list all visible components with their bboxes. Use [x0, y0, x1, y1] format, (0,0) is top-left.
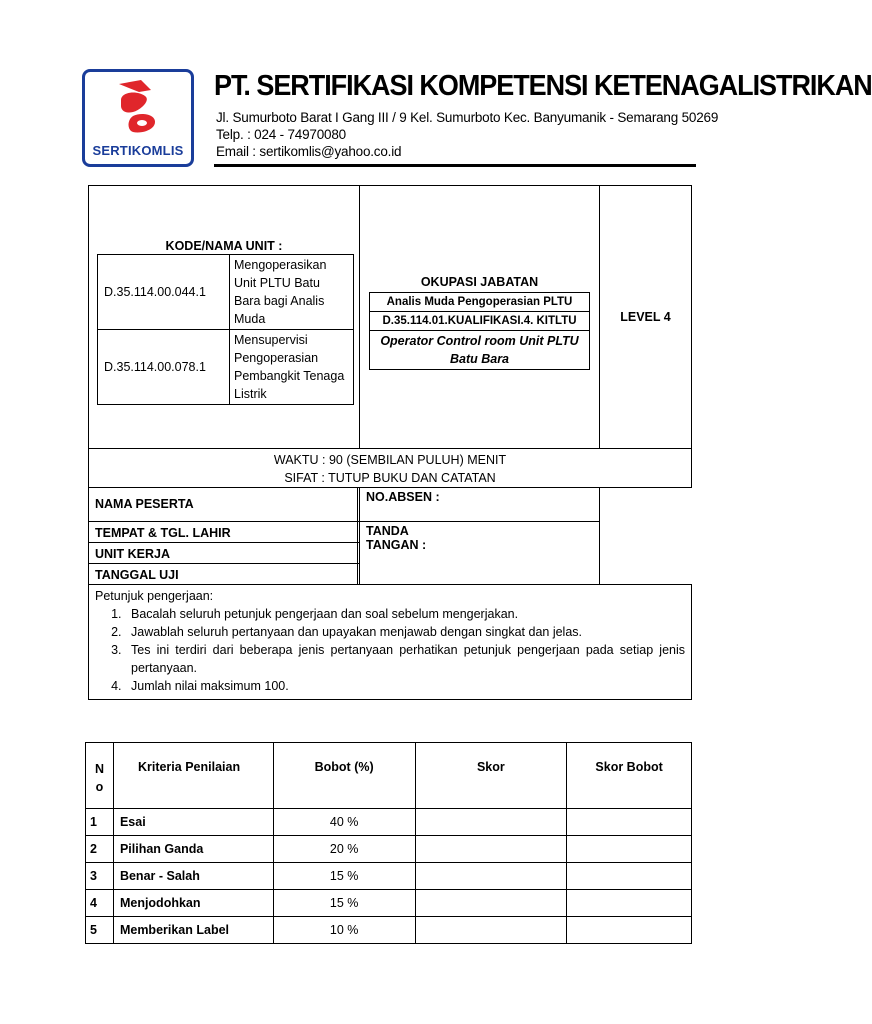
row-no: 3 — [86, 863, 114, 890]
row-bobot: 15 % — [273, 890, 415, 917]
score-table-header — [86, 743, 692, 809]
row-skor-bobot-field[interactable] — [567, 863, 692, 890]
okupasi-operator: Operator Control room Unit PLTU Batu Bara — [370, 331, 590, 370]
tempat-tgl-lahir-label: TEMPAT & TGL. LAHIR — [89, 522, 358, 543]
company-phone: Telp. : 024 - 74970080 — [216, 127, 346, 142]
header-divider — [214, 164, 696, 167]
petunjuk-item: 1. Bacalah seluruh petunjuk pengerjaan dan soal sebelum mengerjakan. — [125, 605, 685, 623]
tanggal-uji-label: TANGGAL UJI — [89, 564, 358, 585]
okupasi-line1: Analis Muda Pengoperasian PLTU — [370, 293, 590, 312]
unit-kerja-field[interactable] — [358, 543, 360, 564]
okupasi-table — [369, 292, 590, 370]
table-row — [86, 809, 692, 836]
header-no-text: No — [94, 762, 104, 794]
petunjuk-item: 4. Jumlah nilai maksimum 100. — [125, 677, 685, 695]
sertikomlis-emblem-icon — [111, 80, 167, 144]
unit-name: Mensupervisi Pengoperasian Pembangkit Tenaga Listrik — [230, 330, 354, 405]
row-kriteria: Benar - Salah — [113, 863, 273, 890]
header-bobot: Bobot (%) — [273, 743, 415, 809]
nama-peserta-label: NAMA PESERTA — [89, 488, 358, 522]
table-row — [86, 863, 692, 890]
okupasi-cell — [360, 186, 600, 449]
unit-row — [98, 330, 354, 405]
row-bobot: 15 % — [273, 863, 415, 890]
row-skor-field[interactable] — [415, 836, 567, 863]
level-cell: LEVEL 4 — [600, 186, 692, 449]
row-kriteria: Menjodohkan — [113, 890, 273, 917]
row-bobot: 10 % — [273, 917, 415, 944]
row-kriteria: Memberikan Label — [113, 917, 273, 944]
company-email: Email : sertikomlis@yahoo.co.id — [216, 144, 402, 159]
company-logo — [82, 69, 194, 167]
table-row — [86, 917, 692, 944]
header-skor: Skor — [415, 743, 567, 809]
row-no: 5 — [86, 917, 114, 944]
row-skor-field[interactable] — [415, 863, 567, 890]
company-name: PT. SERTIFIKASI KOMPETENSI KETENAGALISTRIKAN — [214, 70, 872, 102]
waktu-sifat-cell — [89, 449, 692, 488]
header-no — [86, 743, 114, 809]
petunjuk-item: 2. Jawablah seluruh pertanyaan dan upayakan menjawab dengan singkat dan jelas. — [125, 623, 685, 641]
header-skor-bobot: Skor Bobot — [567, 743, 692, 809]
petunjuk-list — [125, 605, 685, 695]
waktu-text: WAKTU : 90 (SEMBILAN PULUH) MENIT — [273, 453, 507, 467]
okupasi-title: OKUPASI JABATAN — [420, 275, 539, 289]
unit-kerja-label: UNIT KERJA — [89, 543, 358, 564]
row-no: 4 — [86, 890, 114, 917]
row-skor-field[interactable] — [415, 809, 567, 836]
unit-code: D.35.114.00.078.1 — [98, 330, 230, 405]
row-bobot: 20 % — [273, 836, 415, 863]
row-bobot: 40 % — [273, 809, 415, 836]
row-skor-bobot-field[interactable] — [567, 809, 692, 836]
petunjuk-cell — [89, 585, 692, 700]
company-address: Jl. Sumurboto Barat I Gang III / 9 Kel. Sumurboto Kec. Banyumanik - Semarang 50269 — [216, 110, 719, 125]
row-kriteria: Esai — [113, 809, 273, 836]
kode-unit-cell — [89, 186, 360, 449]
row-skor-field[interactable] — [415, 917, 567, 944]
row-skor-bobot-field[interactable] — [567, 890, 692, 917]
row-kriteria: Pilihan Ganda — [113, 836, 273, 863]
okupasi-line2: D.35.114.01.KUALIFIKASI.4. KITLTU — [370, 312, 590, 331]
petunjuk-title: Petunjuk pengerjaan: — [95, 589, 214, 603]
row-no: 1 — [86, 809, 114, 836]
tanggal-uji-field[interactable] — [358, 564, 360, 585]
exam-info-table — [88, 185, 692, 700]
tanda-tangan-text: TANDA TANGAN : — [366, 524, 427, 552]
table-row — [86, 836, 692, 863]
unit-code: D.35.114.00.044.1 — [98, 255, 230, 330]
no-absen-label: NO.ABSEN : — [360, 488, 600, 522]
row-skor-bobot-field[interactable] — [567, 836, 692, 863]
logo-text: SERTIKOMLIS — [92, 143, 184, 158]
row-no: 2 — [86, 836, 114, 863]
header-kriteria: Kriteria Penilaian — [113, 743, 273, 809]
table-row — [86, 890, 692, 917]
unit-name: Mengoperasikan Unit PLTU Batu Bara bagi Analis Muda — [230, 255, 354, 330]
petunjuk-item: 3. Tes ini terdiri dari beberapa jenis pertanyaan perhatikan petunjuk pengerjaan pada setiap jenis pertanyaan. — [125, 641, 685, 677]
tanda-tangan-label — [360, 522, 600, 585]
unit-list-table — [97, 254, 354, 405]
row-skor-field[interactable] — [415, 890, 567, 917]
score-table — [85, 742, 692, 944]
kode-unit-title: KODE/NAMA UNIT : — [165, 239, 283, 253]
sifat-text: SIFAT : TUTUP BUKU DAN CATATAN — [284, 471, 496, 485]
row-skor-bobot-field[interactable] — [567, 917, 692, 944]
unit-row — [98, 255, 354, 330]
